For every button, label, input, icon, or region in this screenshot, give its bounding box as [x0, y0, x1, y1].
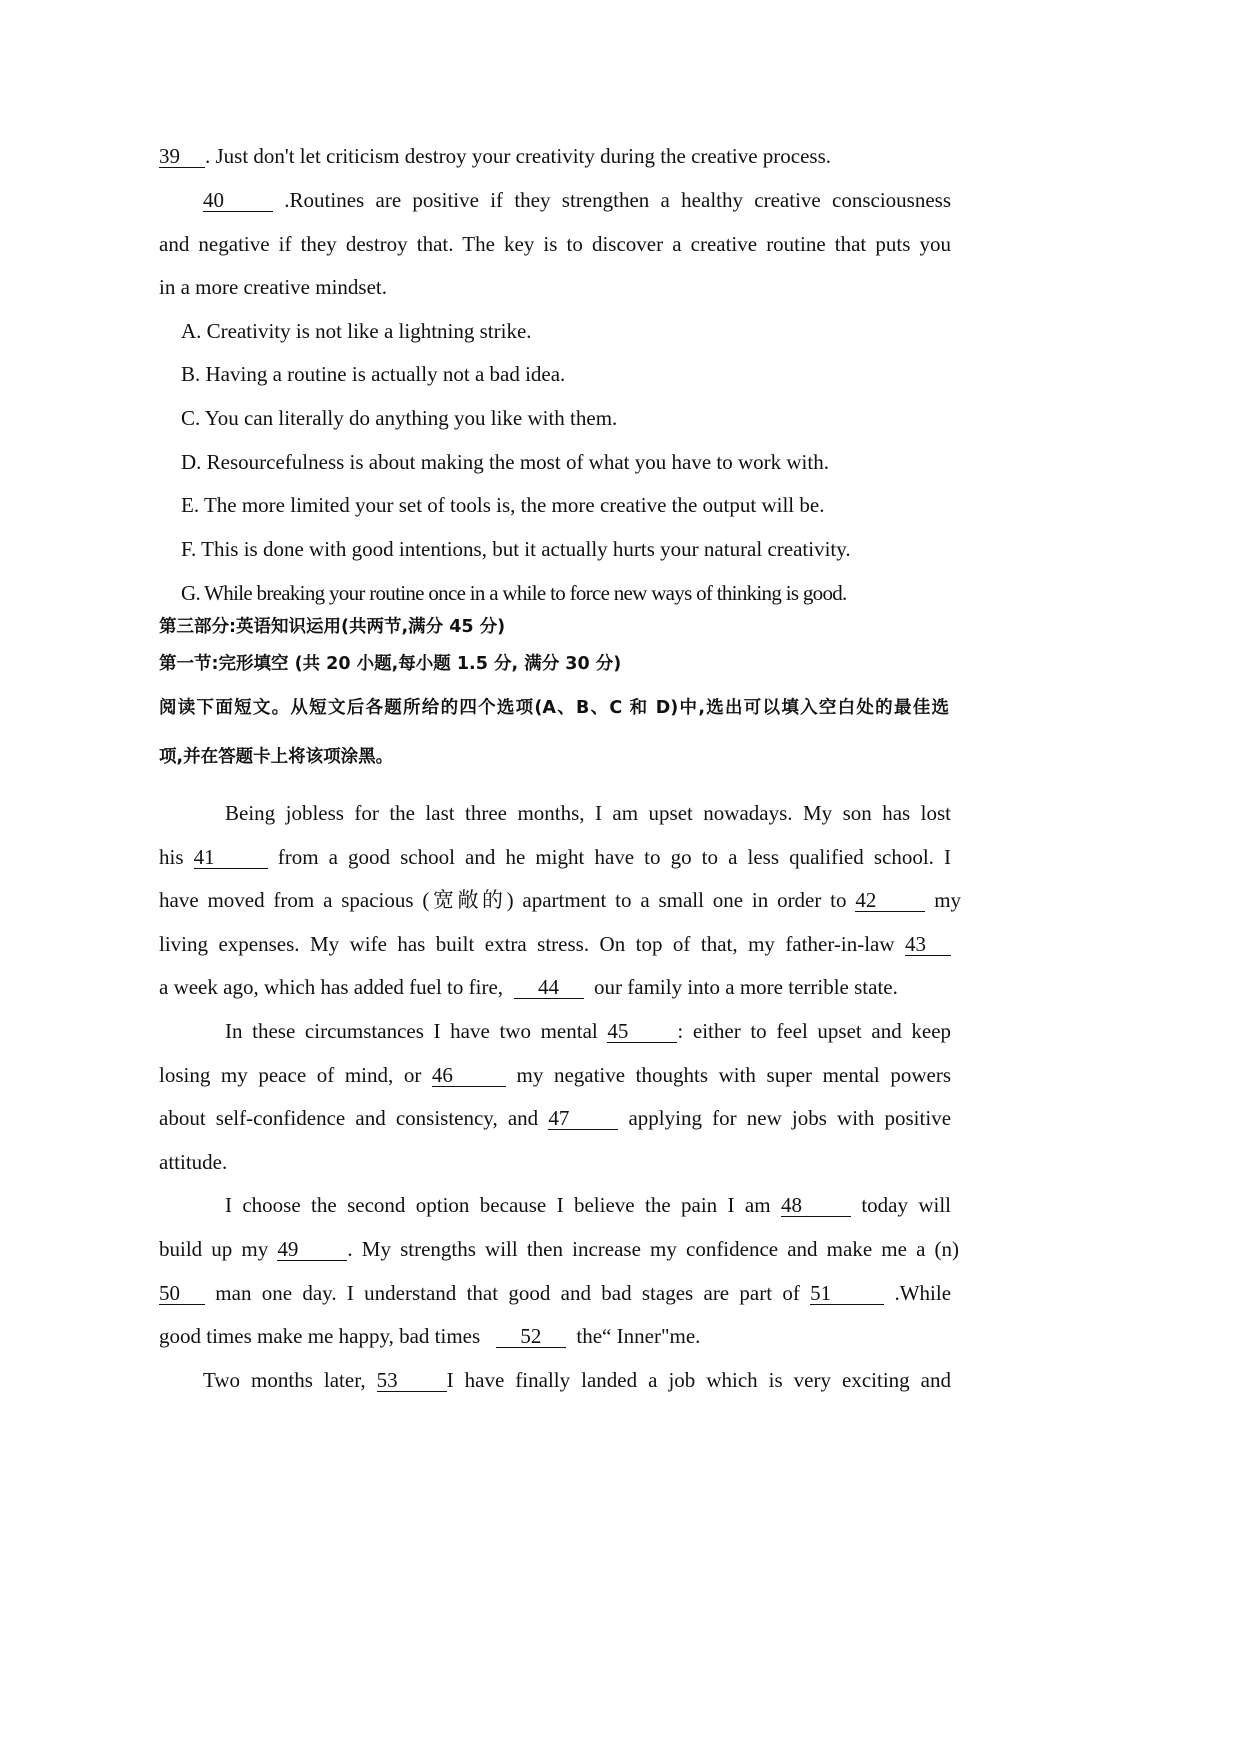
cloze-line: attitude.: [159, 1150, 228, 1174]
answer-blank-47: 47: [548, 1107, 618, 1130]
cloze-text: . My strengths will then increase my confidence and make me a (n): [347, 1237, 960, 1261]
instruction-line: 项,并在答题卡上将该项涂黑。: [159, 747, 394, 767]
answer-blank-48: 48: [781, 1194, 851, 1217]
cloze-text: man one day. I understand that good and bad stages are part of: [215, 1281, 800, 1305]
cloze-text: In these circumstances I have two mental: [225, 1019, 598, 1043]
cloze-text: the“ Inner"me.: [576, 1324, 701, 1348]
cloze-line: [159, 1321, 951, 1351]
answer-blank-39: 39: [159, 145, 205, 168]
passage-text: . Just don't let criticism destroy your creativity during the creative process.: [205, 144, 832, 168]
answer-blank-53: 53: [377, 1369, 447, 1392]
cloze-text: .While: [894, 1281, 952, 1305]
answer-blank-46: 46: [432, 1064, 506, 1087]
answer-blank-40: 40: [203, 189, 273, 212]
answer-blank-42: 42: [855, 889, 925, 912]
part-three-heading: 第三部分:英语知识运用(共两节,满分 45 分): [159, 617, 506, 637]
cloze-line: Being jobless for the last three months, I am upset nowadays. My son has lost: [225, 801, 951, 825]
instruction-line: 阅读下面短文。从短文后各题所给的四个选项(A、B、C 和 D)中,选出可以填入空白处的最佳选: [159, 698, 949, 718]
passage-line: [203, 185, 951, 215]
cloze-text: a week ago, which has added fuel to fire,: [159, 975, 504, 999]
cloze-text: : either to feel upset and keep: [677, 1019, 952, 1043]
cloze-line: [159, 885, 961, 915]
cloze-text: about self-confidence and consistency, and: [159, 1106, 539, 1130]
cloze-line: [159, 1234, 959, 1264]
answer-blank-49: 49: [277, 1238, 347, 1261]
option-b: B. Having a routine is actually not a bad idea.: [181, 362, 566, 386]
passage-line: in a more creative mindset.: [159, 275, 387, 299]
answer-blank-50: 50: [159, 1282, 205, 1305]
cloze-line: [159, 972, 951, 1002]
cloze-text: my: [934, 888, 962, 912]
cloze-text: have moved from a spacious (宽敞的) apartment to a small one in order to: [159, 888, 847, 912]
option-c: C. You can literally do anything you like with them.: [181, 406, 618, 430]
cloze-line: [225, 1016, 951, 1046]
cloze-text: our family into a more terrible state.: [594, 975, 898, 999]
passage-line: and negative if they destroy that. The key is to discover a creative routine that puts you: [159, 232, 951, 256]
cloze-text: applying for new jobs with positive: [628, 1106, 952, 1130]
option-f: F. This is done with good intentions, but it actually hurts your natural creativity.: [181, 537, 851, 561]
option-d: D. Resourcefulness is about making the most of what you have to work with.: [181, 450, 829, 474]
cloze-line: [159, 1103, 951, 1133]
cloze-line: [159, 1278, 951, 1308]
cloze-text: good times make me happy, bad times: [159, 1324, 481, 1348]
cloze-line: [203, 1365, 951, 1395]
answer-blank-52: 52: [496, 1325, 566, 1348]
cloze-text: living expenses. My wife has built extra stress. On top of that, my father-in-law: [159, 932, 895, 956]
option-e: E. The more limited your set of tools is, the more creative the output will be.: [181, 493, 825, 517]
cloze-text: his: [159, 845, 184, 869]
cloze-line: [159, 842, 951, 872]
answer-blank-45: 45: [607, 1020, 677, 1043]
cloze-text: my negative thoughts with super mental powers: [516, 1063, 951, 1087]
cloze-line: [225, 1190, 951, 1220]
cloze-text: losing my peace of mind, or: [159, 1063, 422, 1087]
cloze-text: Two months later,: [203, 1368, 366, 1392]
cloze-section-heading: 第一节:完形填空 (共 20 小题,每小题 1.5 分, 满分 30 分): [159, 654, 622, 674]
cloze-text: from a good school and he might have to go to a less qualified school. I: [277, 845, 951, 869]
cloze-line: [159, 1060, 951, 1090]
passage-text: .Routines are positive if they strengthen a healthy creative consciousness: [284, 188, 951, 212]
answer-blank-51: 51: [810, 1282, 884, 1305]
answer-blank-41: 41: [194, 846, 268, 869]
option-g: G. While breaking your routine once in a while to force new ways of thinking is good.: [181, 581, 847, 605]
passage-line: [159, 141, 951, 171]
cloze-line: [159, 929, 951, 959]
option-a: A. Creativity is not like a lightning strike.: [181, 319, 532, 343]
cloze-text: I choose the second option because I believe the pain I am: [225, 1193, 771, 1217]
cloze-text: I have finally landed a job which is very exciting and: [446, 1368, 951, 1392]
answer-blank-43: 43: [905, 933, 951, 956]
cloze-text: today will: [861, 1193, 952, 1217]
cloze-text: build up my: [159, 1237, 269, 1261]
answer-blank-44: 44: [514, 976, 584, 999]
